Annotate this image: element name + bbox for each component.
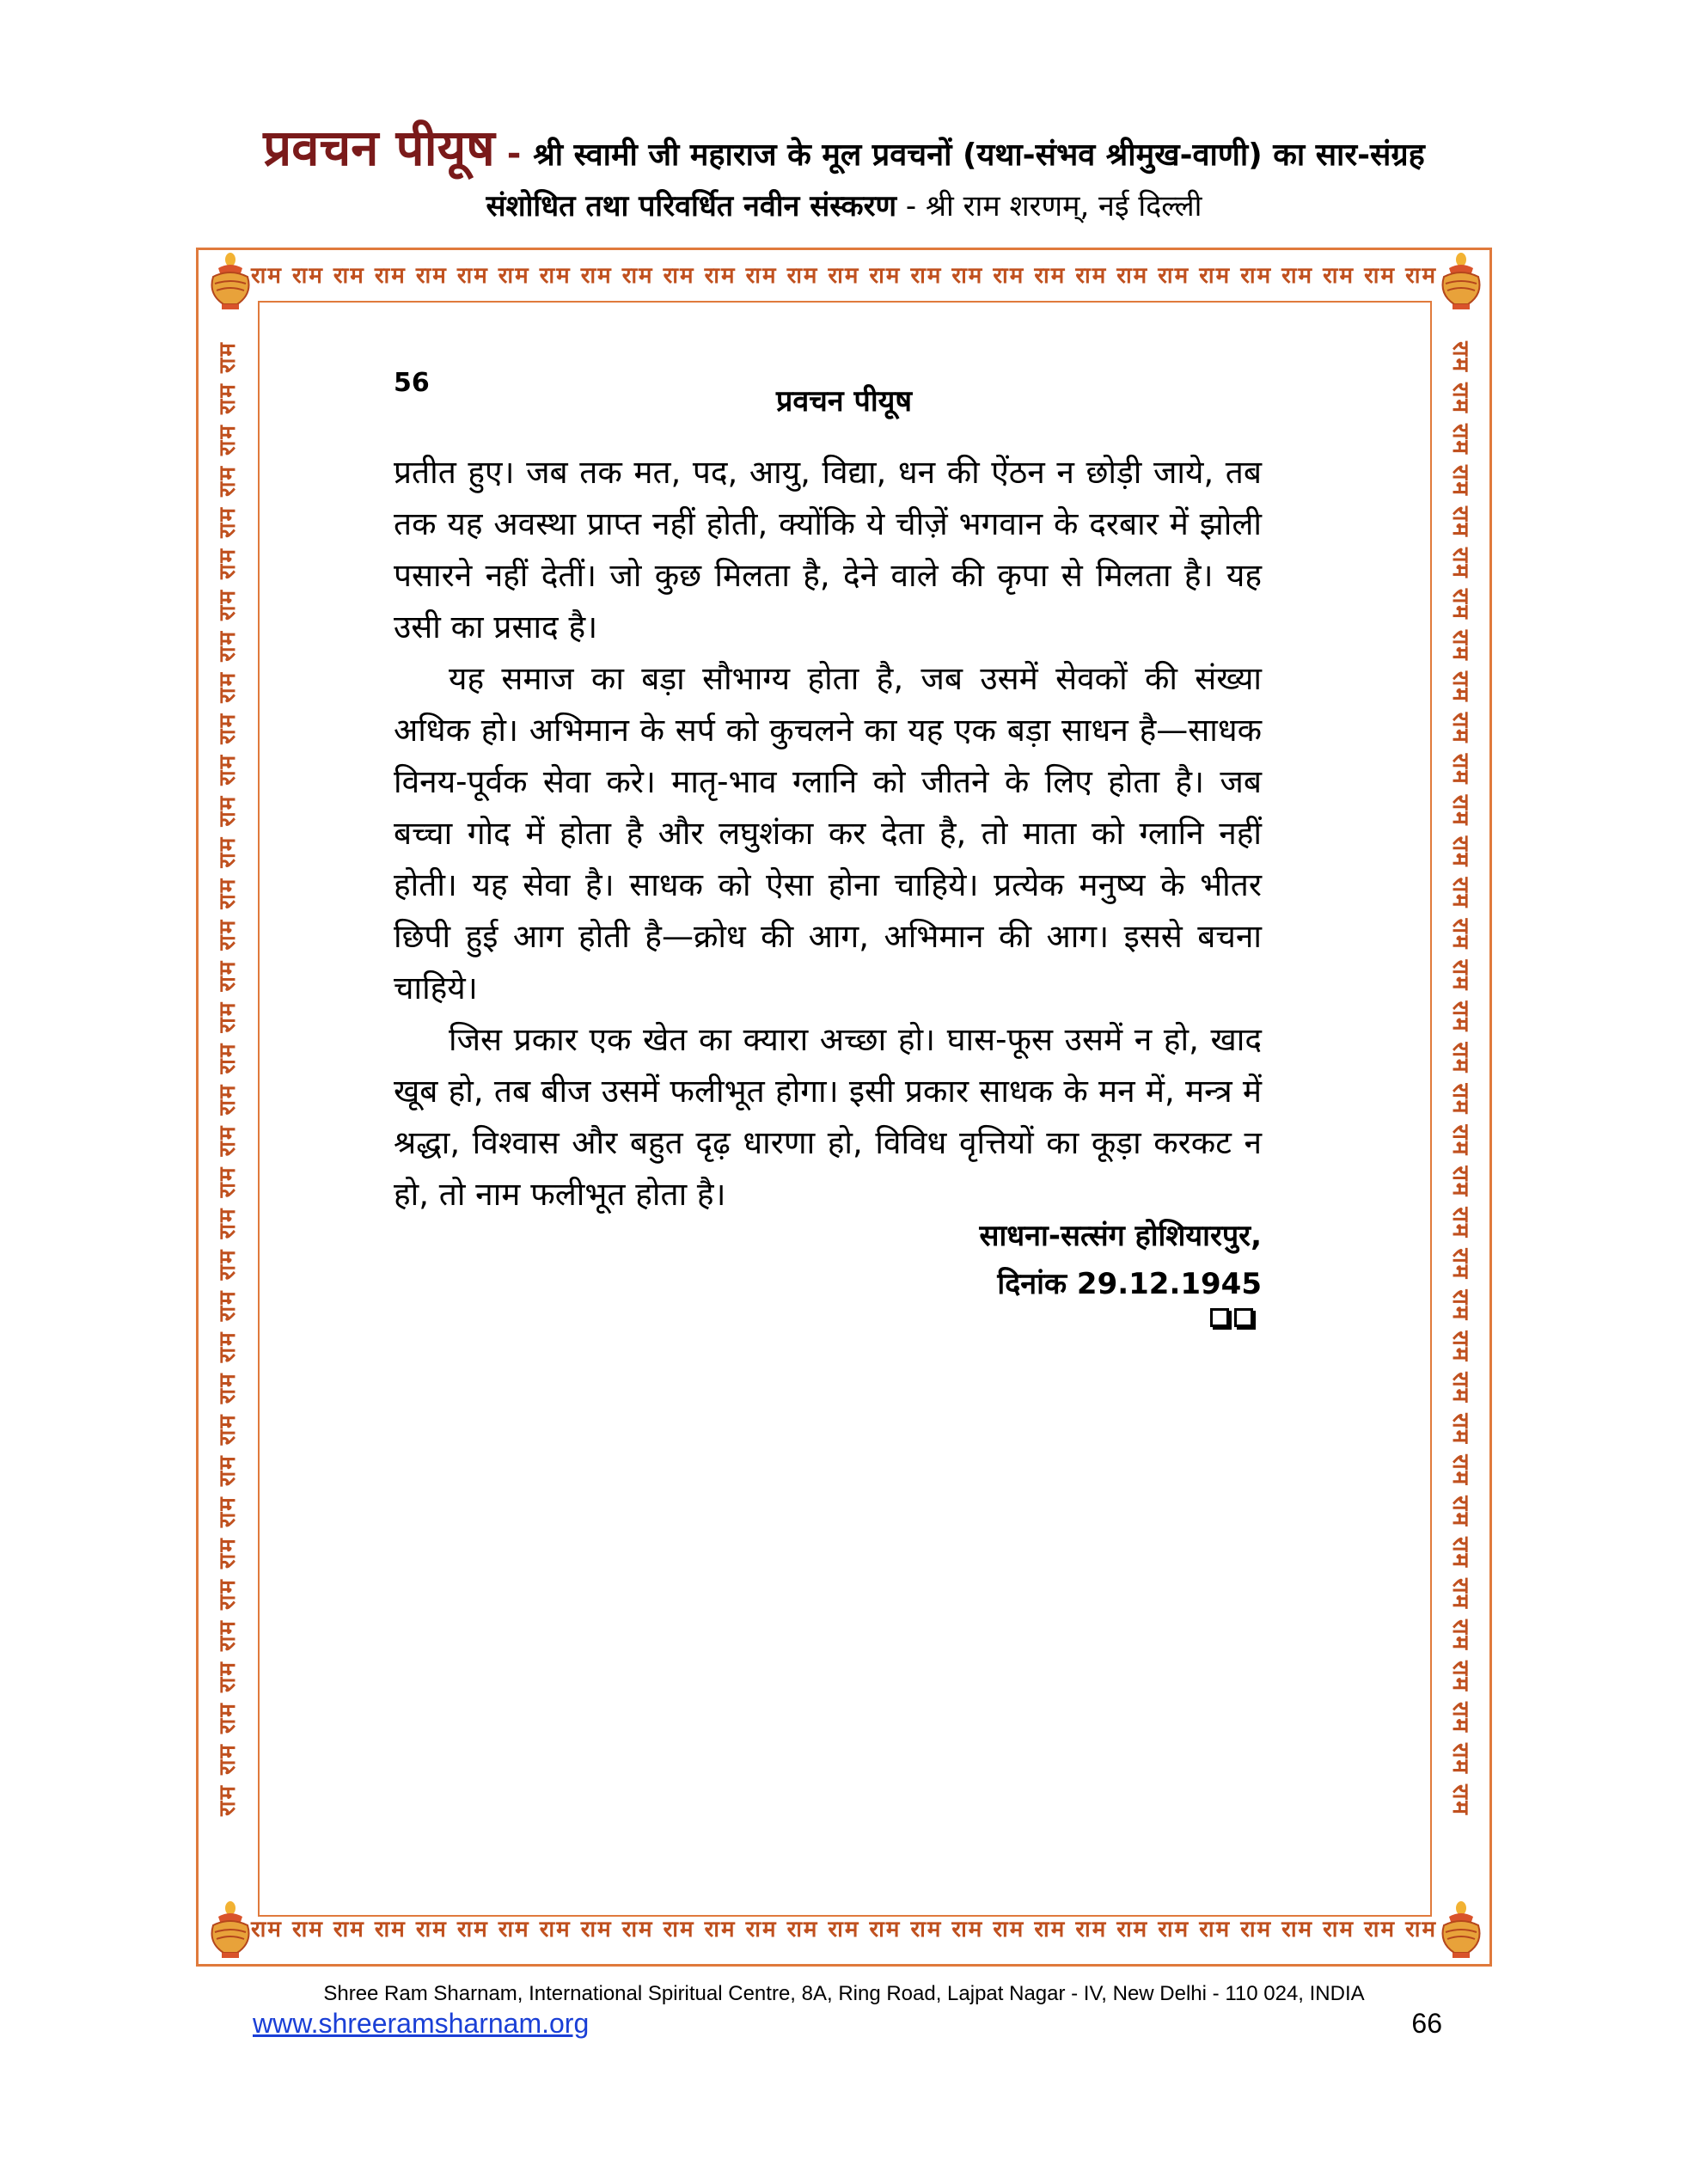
- signature-place: साधना-सत्संग होशियारपुर,: [979, 1219, 1262, 1253]
- edition-line: [0, 185, 1688, 224]
- title-separator: -: [494, 134, 534, 174]
- ram-border-right: राम राम राम राम राम राम राम राम राम राम राम राम राम राम राम राम राम राम राम राम राम राम राम राम राम राम राम राम राम राम राम राम राम राम राम राम: [1447, 341, 1474, 1816]
- book-subtitle: श्री स्वामी जी महाराज के मूल प्रवचनों (यथा-संभव श्रीमुख-वाणी) का सार-संग्रह: [533, 138, 1425, 173]
- signature-date: दिनांक 29.12.1945: [997, 1267, 1262, 1301]
- end-mark-icon: [1210, 1308, 1262, 1332]
- paragraph: जिस प्रकार एक खेत का क्यारा अच्छा हो। घास-फूस उसमें न हो, खाद खूब हो, तब बीज उसमें फलीभूत होगा। इसी प्रकार साधक के मन में, मन्त्र में श्रद्धा, विश्वास और बहुत दृढ़ धारणा हो, विविध वृत्तियों का कूड़ा करकट न हो, तो नाम फलीभूत होता है।: [394, 1021, 1262, 1213]
- edition-label: संशोधित तथा परिवर्धित नवीन संस्करण: [486, 189, 897, 223]
- publisher-label: - श्री राम शरणम्, नई दिल्ली: [896, 189, 1202, 223]
- footer-address: Shree Ram Sharnam, International Spiritual Centre, 8A, Ring Road, Lajpat Nagar - IV, New Delhi - 110 024, INDIA: [323, 1982, 1365, 2005]
- kalash-icon: [203, 1900, 258, 1960]
- paragraph: प्रतीत हुए। जब तक मत, पद, आयु, विद्या, धन की ऐंठन न छोड़ी जाये, तब तक यह अवस्था प्राप्त नहीं होती, क्योंकि ये चीज़ें भगवान के दरबार में झोली पसारने नहीं देतीं। जो कुछ मिलता है, देने वाले की कृपा से मिलता है। यह उसी का प्रसाद है।: [394, 454, 1262, 645]
- ram-border-left: राम राम राम राम राम राम राम राम राम राम राम राम राम राम राम राम राम राम राम राम राम राम राम राम राम राम राम राम राम राम राम राम राम राम राम राम: [215, 341, 242, 1816]
- ram-border-top: राम राम राम राम राम राम राम राम राम राम राम राम राम राम राम राम राम राम राम राम राम राम राम राम राम राम राम राम राम: [250, 263, 1437, 289]
- website-link[interactable]: www.shreeramsharnam.org: [253, 2008, 590, 2039]
- running-head: प्रवचन पीयूष: [775, 384, 913, 419]
- paragraph: यह समाज का बड़ा सौभाग्य होता है, जब उसमें सेवकों की संख्या अधिक हो। अभिमान के सर्प को कुचलने का यह एक बड़ा साधन है—साधक विनय-पूर्वक सेवा करे। मातृ-भाव ग्लानि को जीतने के लिए होता है। जब बच्चा गोद में होता है और लघुशंका कर देता है, तो माता को ग्लानि नहीं होती। यह सेवा है। साधक को ऐसा होना चाहिये। प्रत्येक मनुष्य के भीतर छिपी हुई आग होती है—क्रोध की आग, अभिमान की आग। इससे बचना चाहिये।: [394, 660, 1262, 1006]
- book-page-number: 56: [394, 368, 430, 398]
- book-title: प्रवचन पीयूष: [263, 119, 495, 177]
- signature-block: [774, 1212, 1262, 1308]
- kalash-icon: [203, 251, 258, 311]
- document-header: [0, 112, 1688, 180]
- page-body: [394, 447, 1262, 1220]
- ram-border-bottom: राम राम राम राम राम राम राम राम राम राम राम राम राम राम राम राम राम राम राम राम राम राम राम राम राम राम राम राम राम: [250, 1917, 1437, 1942]
- kalash-icon: [1434, 1900, 1489, 1960]
- kalash-icon: [1434, 251, 1489, 311]
- page-number: 66: [1411, 2008, 1442, 2039]
